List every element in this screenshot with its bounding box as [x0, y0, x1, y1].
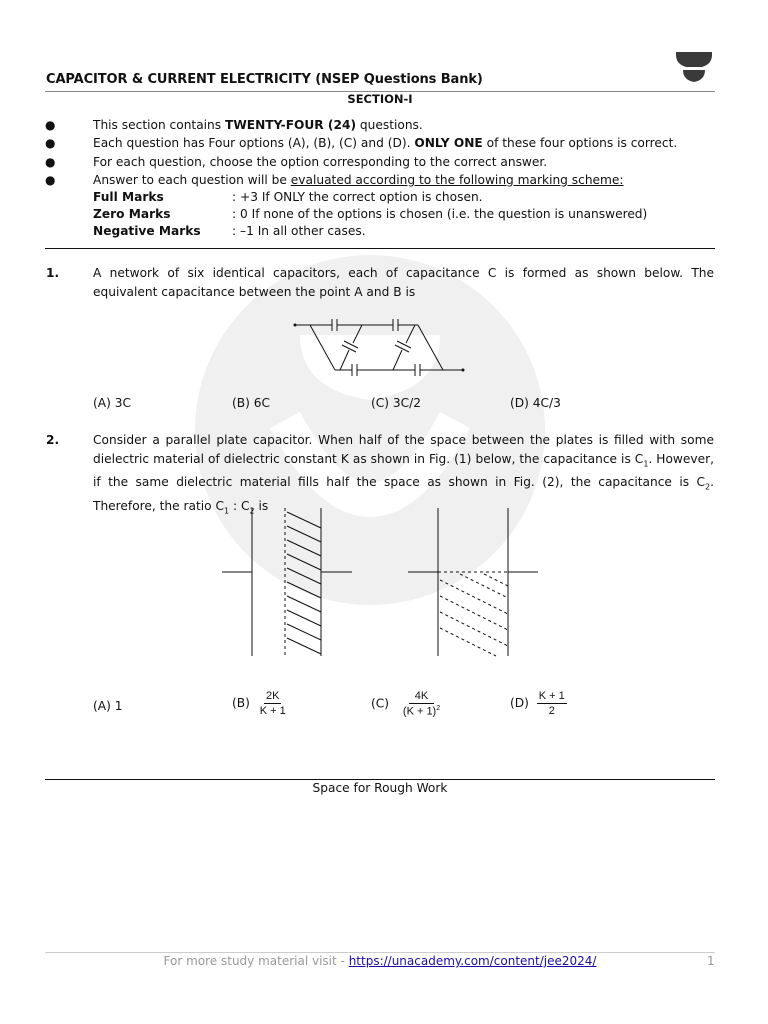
fraction: $\frac{4K}{(K + 1)^2}$: [402, 690, 441, 718]
fraction: $\frac{K + 1}{2}$: [538, 690, 565, 717]
question-text: Consider a parallel plate capacitor. When half of the space between the plates is filled with some dielectric material of dielectric constant K as shown in Fig. (1) below, the capacitance is $C_1$. However, if the same dielectric material fills half the space as shown in Fig. (2), the capacitance is $C_2$. Therefore, the ratio $C_1$ : $C_2$ is: [93, 433, 714, 516]
option-d: (D) $\frac{K + 1}{2}$: [510, 690, 565, 717]
option-a: (A) 3C: [93, 396, 131, 410]
instruction-line: For each question, choose the option corresponding to the correct answer.: [93, 155, 548, 169]
rough-work-divider: [45, 779, 715, 780]
option-b: (B) $\frac{2K}{K + 1}$: [232, 690, 286, 717]
marks-key-negative: Negative Marks: [93, 224, 201, 238]
capacitor-network-diagram: [290, 312, 475, 382]
bullet-icon: ●: [45, 155, 56, 169]
bullet-icon: ●: [45, 136, 56, 150]
unacademy-logo-icon: [674, 50, 714, 84]
page-title: CAPACITOR & CURRENT ELECTRICITY (NSEP Questions Bank): [46, 72, 483, 87]
capacitor-figure-2: [408, 508, 540, 660]
marks-value-zero: : 0 If none of the options is chosen (i.e. the question is unanswered): [232, 207, 648, 221]
rough-work-label: Space for Rough Work: [312, 781, 448, 795]
question-number: 2.: [46, 433, 60, 447]
question-text: A network of six identical capacitors, each of capacitance C is formed as shown below. The equivalent capacitance between the point A and B is: [93, 266, 714, 299]
option-c: (C) $\frac{4K}{(K + 1)^2}$: [371, 690, 441, 718]
footer-link[interactable]: https://unacademy.com/content/jee2024/: [348, 954, 597, 968]
instruction-line: Answer to each question will be evaluated according to the following marking scheme:: [93, 173, 624, 187]
instruction-line: Each question has Four options (A), (B), (C) and (D). ONLY ONE of these four options is correct.: [93, 136, 678, 150]
footer-text: For more study material visit - https://unacademy.com/content/jee2024/: [163, 954, 597, 968]
option-c: (C) 3C/2: [371, 396, 422, 410]
marks-value-negative: : –1 In all other cases.: [232, 224, 366, 238]
instruction-line: This section contains TWENTY-FOUR (24) questions.: [93, 118, 423, 132]
footer-divider: [45, 952, 715, 953]
option-b: (B) 6C: [232, 396, 271, 410]
marks-value-full: : +3 If ONLY the correct option is chosen.: [232, 190, 483, 204]
marks-key-full: Full Marks: [93, 190, 164, 204]
terminal-b-point: [462, 369, 465, 372]
bullet-icon: ●: [45, 173, 56, 187]
fraction: $\frac{2K}{K + 1}$: [259, 690, 286, 717]
section-label: SECTION-I: [347, 92, 413, 106]
marks-key-zero: Zero Marks: [93, 207, 171, 221]
option-a: (A) 1: [93, 699, 123, 713]
page-number: 1: [707, 954, 715, 968]
option-d: (D) 4C/3: [510, 396, 561, 410]
instructions-divider: [45, 248, 715, 249]
question-number: 1.: [46, 266, 60, 280]
terminal-a-point: [294, 324, 297, 327]
capacitor-figure-1: [222, 508, 354, 660]
bullet-icon: ●: [45, 118, 56, 132]
